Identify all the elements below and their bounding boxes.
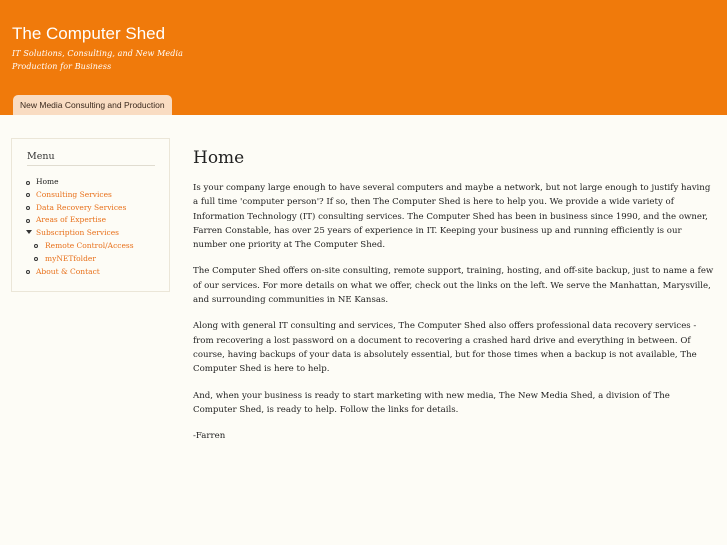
bullet-icon <box>26 206 30 210</box>
menu-item-label[interactable]: Home <box>36 177 59 186</box>
menu-item-consulting[interactable] <box>26 189 134 202</box>
bullet-icon <box>26 219 30 223</box>
site-title[interactable]: The Computer Shed <box>12 24 166 43</box>
main-content <box>193 148 715 455</box>
menu-item-expertise[interactable] <box>26 214 134 227</box>
menu-link-remote[interactable]: Remote Control/Access <box>45 240 134 250</box>
menu-link-consulting[interactable]: Consulting Services <box>36 189 112 199</box>
bullet-icon <box>34 244 38 248</box>
bullet-icon <box>26 193 30 197</box>
menu-item-data-recovery[interactable] <box>26 202 134 215</box>
menu-link-expertise[interactable]: Areas of Expertise <box>36 215 107 225</box>
site-header <box>0 0 727 115</box>
menu-divider <box>27 165 155 166</box>
menu-link-data-recovery[interactable]: Data Recovery Services <box>36 202 127 212</box>
menu-subitem-mynetfolder[interactable] <box>26 253 134 266</box>
content-paragraph: Along with general IT consulting and services, The Computer Shed also offers professional data recovery services - from recovering a lost password on a document to recovering a crashed hard drive and everything in between. Of course, having backups of your data is absolutely essential, but for those times when a backup is not available, The Computer Shed is here to help. <box>193 321 697 375</box>
content-paragraph: And, when your business is ready to start marketing with new media, The New Media Shed, a division of The Computer Shed, is ready to help. Follow the links for details. <box>193 390 670 415</box>
site-tagline: IT Solutions, Consulting, and New Media Production for Business <box>12 49 184 71</box>
menu-item-about[interactable] <box>26 266 134 279</box>
menu-list <box>26 176 134 278</box>
menu-link-mynetfolder[interactable]: myNETfolder <box>45 253 96 263</box>
bullet-icon <box>26 270 30 274</box>
page-title: Home <box>193 148 245 168</box>
menu-title: Menu <box>27 151 55 162</box>
content-paragraph: Is your company large enough to have several computers and maybe a network, but not large enough to justify having a full time 'computer person'? If so, then The Computer Shed is here to help you. We provide a wide variety of Information Technology (IT) consulting services. The Computer Shed has been in business since 1990, and the owner, Farren Constable, has over 25 years of experience in IT. Keeping your business up and running efficiently is our number one priority at The Computer Shed. <box>193 183 711 251</box>
menu-link-subscription[interactable]: Subscription Services <box>36 228 120 238</box>
content-paragraph: The Computer Shed offers on-site consulting, remote support, training, hosting, and off-site backup, just to name a few of our services. For more details on what we offer, check out the links on the left. We serve the Manhattan, Marysville, and surrounding communities in NE Kansas. <box>193 266 714 306</box>
menu-subitem-remote[interactable] <box>26 240 134 253</box>
bullet-icon <box>26 181 30 185</box>
menu-link-about[interactable]: About & Contact <box>36 266 100 276</box>
tab-new-media[interactable]: New Media Consulting and Production <box>13 95 172 115</box>
menu-item-subscription[interactable] <box>26 227 134 240</box>
expand-triangle-icon[interactable] <box>26 230 32 234</box>
sidebar-menu <box>11 138 170 292</box>
menu-item-home[interactable] <box>26 176 134 189</box>
signature: -Farren <box>193 431 226 442</box>
bullet-icon <box>34 257 38 261</box>
